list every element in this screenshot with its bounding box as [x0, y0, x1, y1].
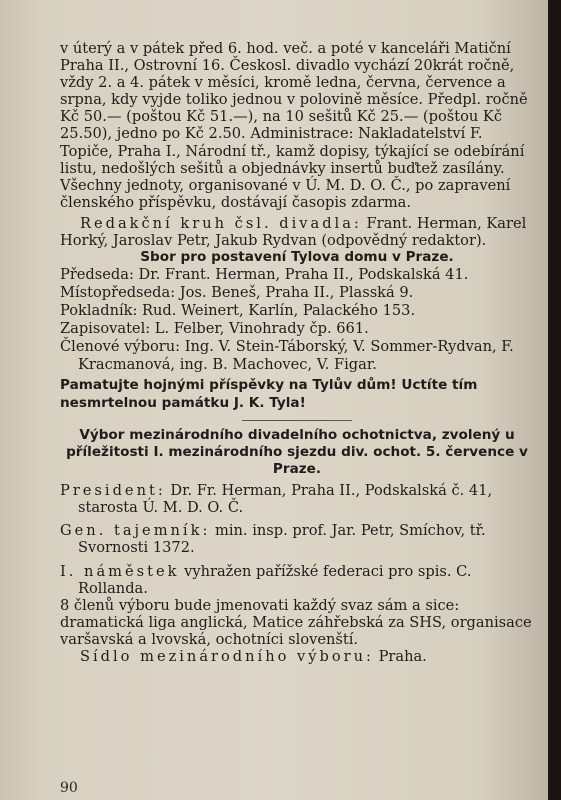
president-text: Dr. Fr. Herman, Praha II., Podskalská č. 41, starosta Ú. M. D. O. Č.	[78, 482, 493, 517]
tyl-house-committee-list	[60, 266, 534, 374]
president-label: President:	[60, 482, 166, 500]
secretary-label: Gen. tajemník:	[60, 522, 211, 540]
tyl-house-committee-heading: Sbor pro postavení Tylova domu v Praze.	[140, 249, 454, 266]
seat-entry	[60, 648, 534, 665]
page-number: 90	[60, 780, 78, 796]
subscription-paragraph: v úterý a v pátek před 6. hod. več. a poté v kanceláři Matiční Praha II., Ostrovní 16. Českosl. divadlo vychází 20krát ročně, vždy 2. a 4. pátek v měsíci, kromě ledna, června, července a srpna, kdy vyjde toliko jednou v polovině měsíce. Předpl. ročně Kč 50.— (poštou Kč 51.—), na 10 sešitů Kč 25.— (poštou Kč 25.50), jedno po Kč 2.50. Administrace: Nakladatelství F. Topiče, Praha I., Národní tř., kamž dopisy, týkající se odebírání listu, nedošlých sešitů a objednávky insertů buďtež zasílány. Všechny jednoty, organisované v Ú. M. D. O. Č., po zapravení členského příspěvku, dostávají časopis zdarma.	[60, 40, 528, 211]
list-item: Pokladník: Rud. Weinert, Karlín, Palackého 153.	[60, 302, 416, 320]
list-item: Zapisovatel: L. Felber, Vinohrady čp. 661.	[60, 320, 369, 338]
appeal-text: Pamatujte hojnými příspěvky na Tylův dům! Uctíte tím nesmrtelnou památku J. K. Tyla!	[60, 377, 478, 411]
seat-label: Sídlo mezinárodního výboru:	[80, 647, 374, 665]
list-item: Předseda: Dr. Frant. Herman, Praha II., Podskalská 41.	[60, 266, 469, 284]
deputy-label: I. náměstek	[60, 562, 180, 580]
secretary-entry	[60, 522, 534, 556]
deputy-text: vyhražen pařížské federaci pro spis. C. Rollanda.	[78, 562, 472, 597]
editorial-board-members: Frant. Herman, Karel Horký, Jaroslav Petr, Jakub Rydvan (odpovědný redaktor).	[60, 214, 527, 250]
list-item: Členové výboru: Ing. V. Stein-Táborský, V. Sommer-Rydvan, F. Kracmanová, ing. B. Machovec, V. Figar.	[60, 338, 514, 374]
secretary-text: min. insp. prof. Jar. Petr, Smíchov, tř. Svornosti 1372.	[78, 522, 486, 557]
president-entry	[60, 482, 534, 516]
editorial-board	[60, 215, 534, 249]
list-item: Místopředseda: Jos. Beneš, Praha II., Plasská 9.	[60, 284, 414, 302]
international-committee-heading: Výbor mezinárodního divadelního ochotnictva, zvolený u příležitosti I. mezinárodního sjezdu div. ochot. 5. července v Praze.	[66, 427, 528, 478]
section-divider	[242, 420, 352, 421]
page-body	[60, 40, 534, 665]
members-entry: 8 členů výboru bude jmenovati každý svaz sám a sice: dramatická liga anglická, Matice záhřebská za SHS, organisace varšavská a lvovská, ochotníci slovenští.	[60, 596, 532, 648]
editorial-board-label: Redakční kruh čsl. divadla:	[80, 214, 362, 232]
deputy-entry	[60, 563, 534, 597]
seat-text: Praha.	[373, 647, 427, 665]
